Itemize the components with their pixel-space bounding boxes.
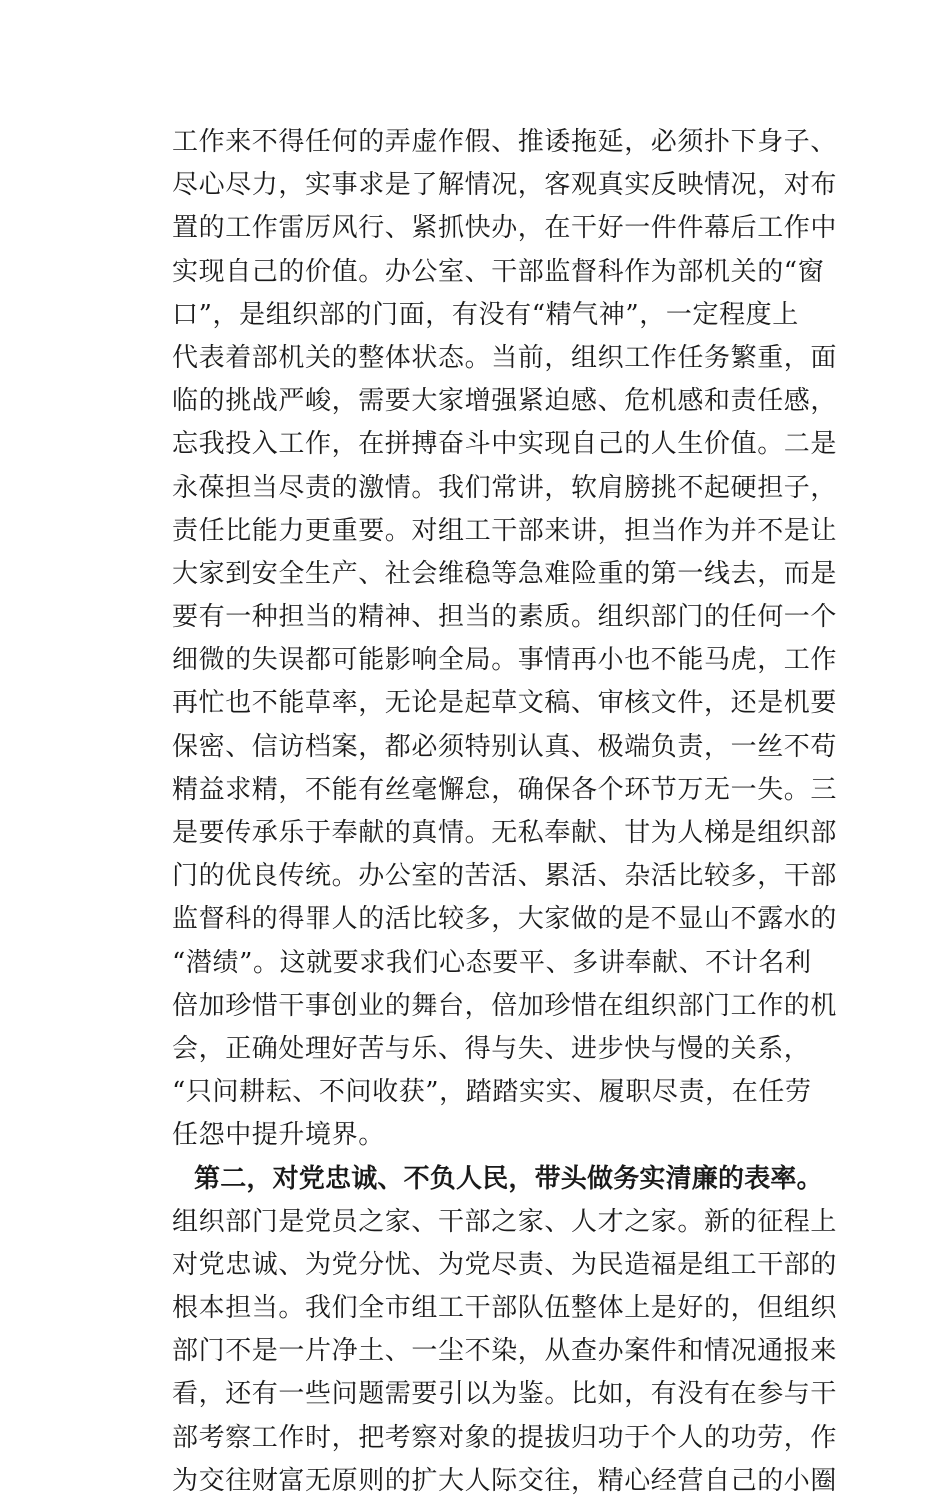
text-line: 细微的失误都可能影响全局。事情再小也不能马虎，工作 [172,645,838,676]
text-line: 对党忠诚、为党分忧、为党尽责、为民造福是组工干部的 [172,1249,838,1280]
text-line: 实现自己的价值。办公室、干部监督科作为部机关的“窗 [172,256,825,287]
text-line: 工作来不得任何的弄虚作假、推诿拖延，必须扑下身子、 [172,127,838,157]
text-line: 保密、信访档案，都必须特别认真、极端负责，一丝不苟 [172,731,838,762]
text-line: 再忙也不能草率，无论是起草文稿、审核文件，还是机要 [172,688,838,719]
text-line: “潜绩”。这就要求我们心态要平、多讲奉献、不计名利 [172,947,812,978]
text-line: 部考察工作时，把考察对象的提拔归功于个人的功劳，作 [172,1422,838,1453]
text-line: 临的挑战严峻，需要大家增强紧迫感、危机感和责任感， [172,386,838,417]
text-line: 尽心尽力，实事求是了解情况，客观真实反映情况，对布 [172,170,838,201]
text-line: 是要传承乐于奉献的真情。无私奉献、甘为人梯是组织部 [172,818,838,848]
text-line: 口”，是组织部的门面，有没有“精气神”，一定程度上 [172,299,799,330]
text-line: 大家到安全生产、社会维稳等急难险重的第一线去，而是 [172,558,838,589]
text-line: 置的工作雷厉风行、紧抓快办，在干好一件件幕后工作中 [172,213,838,244]
text-line: 要有一种担当的精神、担当的素质。组织部门的任何一个 [172,602,838,633]
text-line: 会，正确处理好苦与乐、得与失、进步快与慢的关系， [172,1033,811,1064]
text-line: 根本担当。我们全市组工干部队伍整体上是好的，但组织 [172,1293,838,1324]
section-heading: 第二，对党忠诚、不负人民，带头做务实清廉的表率。 [194,1163,823,1194]
text-line: 倍加珍惜干事创业的舞台，倍加珍惜在组织部门工作的机 [172,990,838,1021]
document-body [172,121,838,1503]
text-line: 精益求精，不能有丝毫懈怠，确保各个环节万无一失。三 [172,774,838,805]
text-line: 永葆担当尽责的激情。我们常讲，软肩膀挑不起硬担子， [172,472,838,503]
text-line: 门的优良传统。办公室的苦活、累活、杂活比较多，干部 [172,861,838,892]
text-line: “只问耕耘、不问收获”，踏踏实实、履职尽责，在任劳 [172,1077,812,1108]
text-line: 看，还有一些问题需要引以为鉴。比如，有没有在参与干 [172,1379,838,1410]
text-line: 组织部门是党员之家、干部之家、人才之家。新的征程上 [172,1206,838,1237]
text-line: 代表着部机关的整体状态。当前，组织工作任务繁重，面 [172,342,838,373]
text-line: 部门不是一片净土、一尘不染，从查办案件和情况通报来 [172,1336,838,1367]
text-line: 监督科的得罪人的活比较多，大家做的是不显山不露水的 [172,904,838,935]
text-line: 任怨中提升境界。 [172,1120,385,1151]
text-line: 忘我投入工作，在拼搏奋斗中实现自己的人生价值。二是 [172,429,838,460]
text-line: 责任比能力更重要。对组工干部来讲，担当作为并不是让 [172,515,838,546]
text-line: 为交往财富无原则的扩大人际交往，精心经营自己的小圈 [172,1465,838,1496]
